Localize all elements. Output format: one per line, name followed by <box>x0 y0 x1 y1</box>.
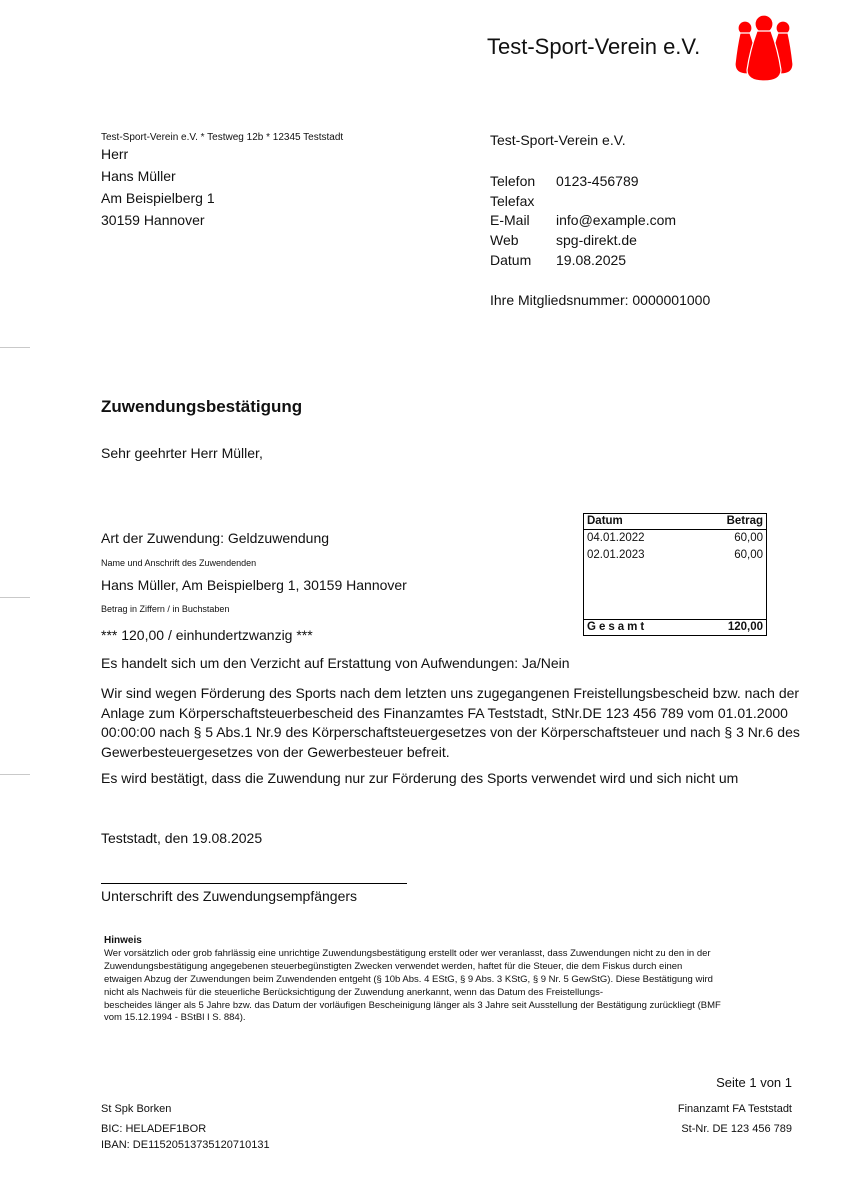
amount: *** 120,00 / einhundertzwanzig *** <box>101 627 313 643</box>
bank-name: St Spk Borken <box>101 1103 172 1115</box>
hint-line: Zuwendungsbestätigung angegebenen steuerbegünstigten Zwecken verwendet werden, haftet für die Steuer, die dem Fiskus durch einen <box>104 960 683 972</box>
fold-mark <box>0 597 30 598</box>
signature-line <box>101 883 407 884</box>
table-total <box>584 619 766 635</box>
info-row-phone: Telefon 0123-456789 <box>490 173 639 189</box>
hint-line: bescheides länger als 5 Jahre bzw. das Datum der vorläufigen Bescheinigung länger als 3 Jahre seit Ausstellung der Bestätigung zurückliegt (BMF <box>104 999 721 1011</box>
bank-bic: BIC: HELADEF1BOR <box>101 1123 207 1135</box>
recipient-salutation: Herr <box>101 146 129 162</box>
hint-line: Wer vorsätzlich oder grob fahrlässig eine unrichtige Zuwendungsbestätigung erstellt oder wer veranlasst, dass Zuwendungen nicht zu den in der <box>104 947 711 959</box>
info-org: Test-Sport-Verein e.V. <box>490 132 626 148</box>
donation-table <box>583 513 767 636</box>
member-number: Ihre Mitgliedsnummer: 0000001000 <box>490 292 711 308</box>
three-pawns-logo-icon <box>733 14 795 82</box>
recipient-name: Hans Müller <box>101 168 176 184</box>
total-value: 120,00 <box>727 621 763 633</box>
place-date: Teststadt, den 19.08.2025 <box>101 830 263 846</box>
hint-line: nicht als Nachweis für die steuerliche Berücksichtigung der Zuwendung anerkannt, wenn das Datum des Freistellungs- <box>104 986 604 998</box>
info-row-web: Web spg-direkt.de <box>490 232 637 249</box>
donor-label: Name und Anschrift des Zuwendenden <box>101 558 257 568</box>
table-row: 02.01.2023 60,00 <box>587 549 763 561</box>
info-row-email: E-Mail info@example.com <box>490 212 677 229</box>
sender-line: Test-Sport-Verein e.V. * Testweg 12b * 12345 Teststadt <box>101 132 344 143</box>
col-date: Datum <box>587 515 623 527</box>
tax-office: Finanzamt FA Teststadt <box>677 1103 792 1115</box>
info-row-fax: Telefax <box>490 192 535 209</box>
legal-hint <box>104 935 804 1025</box>
confirmation-paragraph: Es wird bestätigt, dass die Zuwendung nur zur Förderung des Sports verwendet wird und sich nicht um <box>101 770 739 786</box>
info-row-date: Datum 19.08.2025 <box>490 251 627 268</box>
fold-mark <box>0 774 30 775</box>
bank-iban: IBAN: DE11520513735120710131 <box>101 1139 270 1151</box>
col-amount: Betrag <box>726 515 763 527</box>
donor: Hans Müller, Am Beispielberg 1, 30159 Hannover <box>101 577 407 593</box>
donation-type: Art der Zuwendung: Geldzuwendung <box>101 530 330 546</box>
fold-mark <box>0 347 30 348</box>
info-block <box>490 172 676 271</box>
page-number: Seite 1 von 1 <box>716 1075 792 1090</box>
waiver-statement: Es handelt sich um den Verzicht auf Erstattung von Aufwendungen: Ja/Nein <box>101 655 570 671</box>
brand-name: Test-Sport-Verein e.V. <box>487 34 701 59</box>
signature-label: Unterschrift des Zuwendungsempfängers <box>101 888 358 904</box>
hint-line: etwaigen Abzug der Zuwendungen beim Zuwendenden entgeht (§ 10b Abs. 4 EStG, § 9 Abs. 3 KStG, § 9 Nr. 5 GewStG). Diese Bestätigung wird <box>104 973 713 985</box>
greeting: Sehr geehrter Herr Müller, <box>101 445 263 461</box>
exemption-paragraph: Wir sind wegen Förderung des Sports nach dem letzten uns zugegangenen Freistellungsbescheid bzw. nach der Anlage zum Körperschaftsteuerbescheid des Finanzamtes FA Teststadt, StNr.DE 123 456 789 vom 01.01.2000 00:00:00 nach § 5 Abs.1 Nr.9 des Körperschaftsteuergesetzes von der Körperschaftsteuer und nach § 3 Nr.6 des Gewerbesteuergesetzes von der Gewerbesteuer befreit. <box>101 685 800 760</box>
hint-title: Hinweis <box>104 935 142 946</box>
total-label: Gesamt <box>587 621 648 633</box>
document-title: Zuwendungsbestätigung <box>101 397 303 416</box>
tax-number: St-Nr. DE 123 456 789 <box>681 1123 792 1135</box>
amount-label: Betrag in Ziffern / in Buchstaben <box>101 604 230 614</box>
recipient-street: Am Beispielberg 1 <box>101 190 215 206</box>
table-row: 04.01.2022 60,00 <box>587 532 763 544</box>
hint-line: vom 15.12.1994 - BStBl I S. 884). <box>104 1012 246 1024</box>
table-header <box>584 514 766 530</box>
recipient-city: 30159 Hannover <box>101 212 205 228</box>
